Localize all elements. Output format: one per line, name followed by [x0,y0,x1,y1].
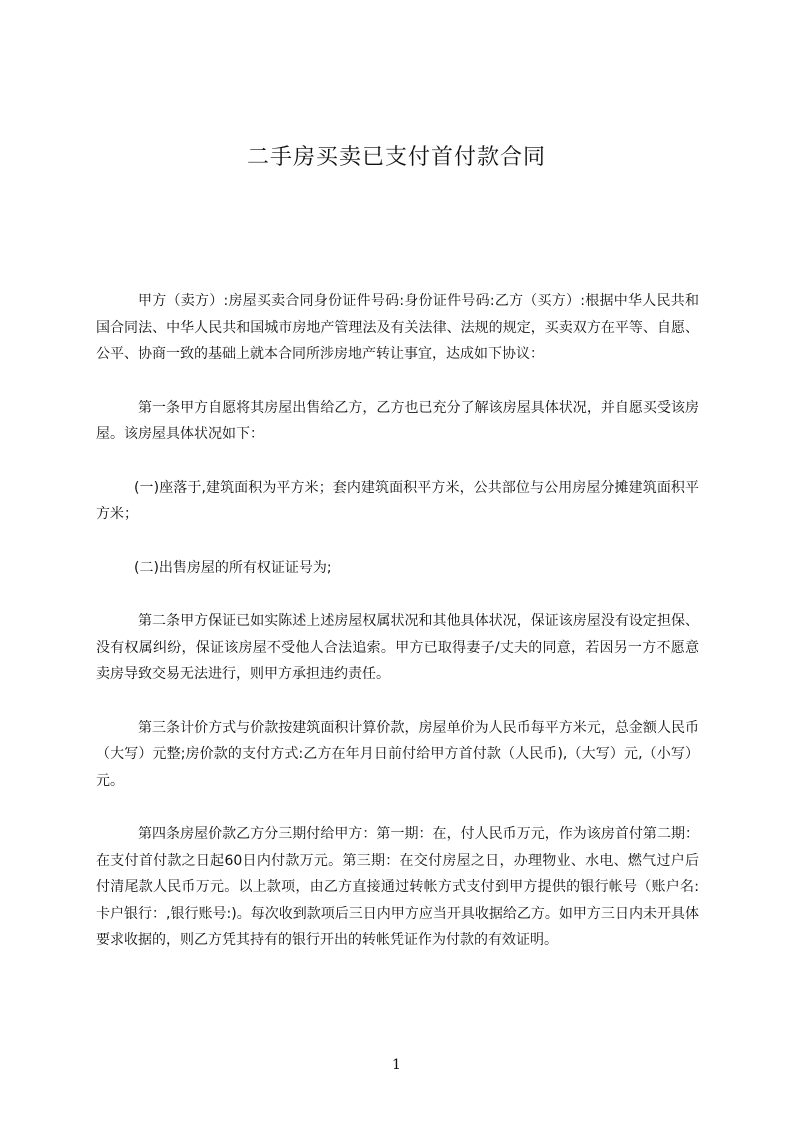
article-3-paragraph: 第三条计价方式与价款按建筑面积计算价款，房屋单价为人民币每平方米元，总金额人民币（大写）元整;房价款的支付方式:乙方在年月日前付给甲方首付款（人民币),（大写）元,（小写）元。 [96,719,699,789]
article-4-paragraph: 第四条房屋价款乙方分三期付给甲方：第一期：在，付人民币万元，作为该房首付第二期：在支付首付款之日起60日内付款万元。第三期：在交付房屋之日，办理物业、水电、燃气过户后付清尾款人民币万元。以上款项，由乙方直接通过转帐方式支付到甲方提供的银行帐号（账户名:卡户银行：,银行账号:)。每次收到款项后三日内甲方应当开具收据给乙方。如甲方三日内未开具体要求收据的，则乙方凭其持有的银行开出的转帐凭证作为付款的有效证明。 [96,826,699,948]
clause-2-certificate-paragraph: (二)出售房屋的所有权证证号为; [134,559,332,576]
article-2-paragraph: 第二条甲方保证已如实陈述上述房屋权属状况和其他具体状况，保证该房屋没有设定担保、没有权属纠纷，保证该房屋不受他人合法追索。甲方已取得妻子/丈夫的同意，若因另一方不愿意卖房导致交易无法进行，则甲方承担违约责任。 [96,613,699,682]
document-body [96,288,699,981]
document-title: 二手房买卖已支付首付款合同 [246,145,546,170]
clause-1-location-paragraph: (一)座落于,建筑面积为平方米；套内建筑面积平方米，公共部位与公用房屋分摊建筑面积平方米； [96,479,699,522]
article-1-paragraph: 第一条甲方自愿将其房屋出售给乙方，乙方也已充分了解该房屋具体状况，并自愿买受该房屋。该房屋具体状况如下： [96,399,699,442]
page-number: 1 [392,1057,401,1073]
preamble-paragraph: 甲方（卖方）:房屋买卖合同身份证件号码:身份证件号码:乙方（买方）:根据中华人民共和国合同法、中华人民共和国城市房地产管理法及有关法律、法规的规定，买卖双方在平等、自愿、公平、协商一致的基础上就本合同所涉房地产转让事宜，达成如下协议： [96,293,699,362]
